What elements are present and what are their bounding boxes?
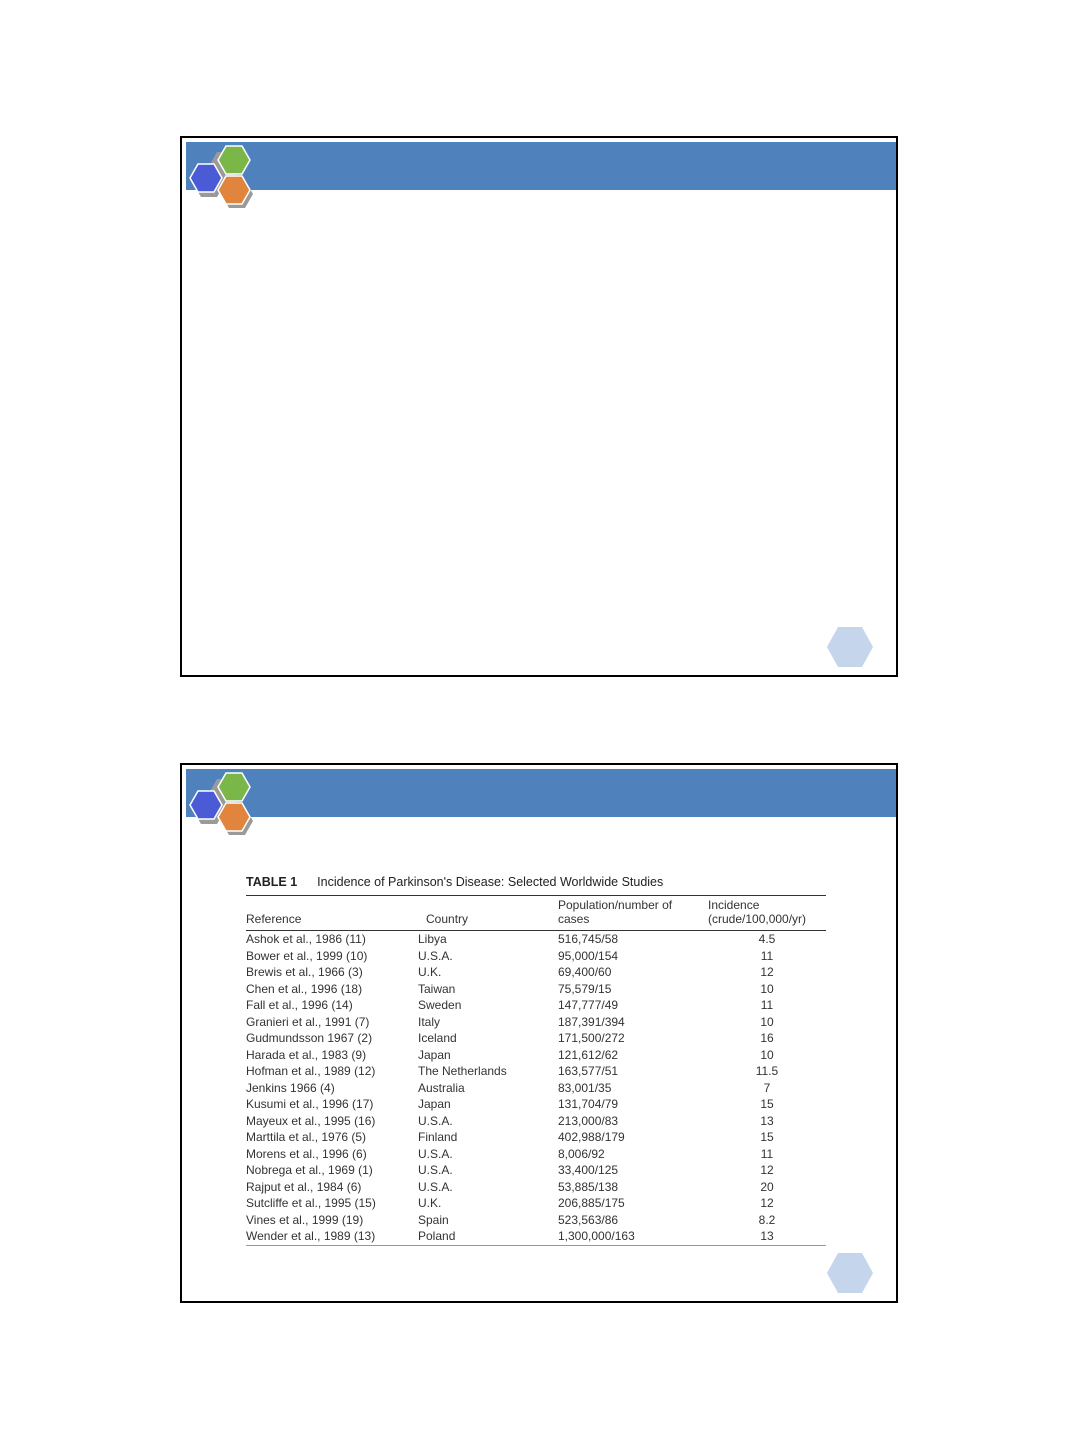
cell-country: Spain	[418, 1212, 449, 1227]
cell-incidence: 12	[760, 1163, 774, 1177]
cell-population: 187,391/394	[558, 1014, 625, 1029]
cell-population: 402,988/179	[558, 1130, 625, 1144]
cell-reference: Morens et al., 1996 (6)	[246, 1146, 367, 1161]
cell-country: U.S.A.	[418, 1179, 453, 1194]
table-caption: Incidence of Parkinson's Disease: Selected Worldwide Studies	[317, 875, 664, 889]
cell-incidence: 8.2	[758, 1212, 776, 1227]
cell-country: Italy	[418, 1014, 441, 1029]
table-row	[246, 1146, 826, 1163]
cell-population: 53,885/138	[558, 1179, 619, 1194]
cell-country: Taiwan	[418, 981, 456, 996]
cell-country: Iceland	[418, 1031, 457, 1045]
header-incidence-line2: (crude/100,000/yr)	[708, 912, 807, 926]
cell-reference: Granieri et al., 1991 (7)	[246, 1014, 370, 1029]
header-country	[418, 896, 558, 931]
cell-population: 69,400/60	[558, 965, 612, 979]
table-title	[246, 875, 826, 889]
table-row	[246, 1030, 826, 1047]
cell-incidence: 11	[760, 948, 774, 963]
cell-incidence: 12	[760, 1196, 774, 1210]
cell-reference: Kusumi et al., 1996 (17)	[246, 1097, 374, 1111]
title-band	[186, 142, 896, 190]
cell-incidence: 12	[760, 965, 774, 979]
cell-population: 523,563/86	[558, 1212, 619, 1227]
cell-population: 147,777/49	[558, 998, 619, 1012]
cell-country: Poland	[418, 1228, 558, 1245]
cell-country: Libya	[418, 932, 447, 946]
cell-population: 121,612/62	[558, 1047, 619, 1062]
cell-population: 83,001/35	[558, 1080, 612, 1095]
cell-country: Japan	[418, 1047, 451, 1062]
cell-incidence: 11	[760, 998, 774, 1012]
slide-2	[180, 763, 898, 1303]
table-header-row	[246, 896, 826, 931]
cell-country: Finland	[418, 1130, 458, 1144]
cell-incidence: 16	[760, 1031, 774, 1045]
corner-hexagon-icon	[826, 1251, 874, 1295]
cell-population: 206,885/175	[558, 1196, 625, 1210]
table-row	[246, 931, 826, 948]
table-row	[246, 1014, 826, 1031]
cell-reference: Nobrega et al., 1969 (1)	[246, 1163, 373, 1177]
table-row	[246, 1195, 826, 1212]
cell-incidence: 15	[760, 1130, 774, 1144]
table-row	[246, 1228, 826, 1245]
table-row	[246, 1129, 826, 1146]
header-incidence-line1: Incidence	[708, 898, 760, 912]
incidence-table-figure	[246, 875, 826, 1246]
cell-incidence: 13	[760, 1113, 774, 1128]
table-row	[246, 1047, 826, 1064]
cell-reference: Fall et al., 1996 (14)	[246, 998, 353, 1012]
cell-population: 1,300,000/163	[558, 1228, 708, 1245]
cell-reference: Marttila et al., 1976 (5)	[246, 1130, 367, 1144]
cell-population: 75,579/15	[558, 981, 612, 996]
cell-incidence: 11.5	[755, 1064, 779, 1078]
cell-country: U.S.A.	[418, 1163, 453, 1177]
slide-1	[180, 136, 898, 677]
hexagon-logo-icon	[182, 765, 262, 840]
cell-reference: Mayeux et al., 1995 (16)	[246, 1113, 376, 1128]
header-reference: Reference	[246, 896, 418, 931]
cell-reference: Wender et al., 1989 (13)	[246, 1228, 418, 1245]
cell-reference: Rajput et al., 1984 (6)	[246, 1179, 362, 1194]
cell-reference: Sutcliffe et al., 1995 (15)	[246, 1196, 376, 1210]
table-label: TABLE 1	[246, 875, 298, 889]
table-row	[246, 964, 826, 981]
cell-population: 213,000/83	[558, 1113, 619, 1128]
cell-incidence: 13	[708, 1228, 826, 1245]
corner-hexagon-icon	[826, 625, 874, 669]
cell-incidence: 4.5	[758, 932, 776, 946]
header-country-text: Country	[426, 912, 469, 926]
hexagon-logo-icon	[182, 138, 262, 213]
cell-incidence: 11	[760, 1146, 774, 1161]
title-band-fill	[186, 142, 896, 190]
cell-incidence: 10	[760, 1047, 774, 1062]
cell-population: 33,400/125	[558, 1163, 619, 1177]
table-row	[246, 1212, 826, 1229]
cell-incidence: 7	[763, 1080, 771, 1095]
cell-reference: Jenkins 1966 (4)	[246, 1080, 335, 1095]
cell-country: The Netherlands	[418, 1064, 507, 1078]
cell-country: U.K.	[418, 965, 442, 979]
header-incidence	[708, 896, 826, 931]
table-row	[246, 1063, 826, 1080]
table-row	[246, 1113, 826, 1130]
table-row	[246, 948, 826, 965]
header-population-line2: cases	[558, 912, 590, 926]
cell-reference: Chen et al., 1996 (18)	[246, 981, 363, 996]
cell-country: Australia	[418, 1080, 465, 1095]
cell-incidence: 10	[760, 1014, 774, 1029]
table-row	[246, 1179, 826, 1196]
cell-reference: Vines et al., 1999 (19)	[246, 1212, 364, 1227]
cell-population: 171,500/272	[558, 1031, 625, 1045]
cell-incidence: 20	[760, 1179, 774, 1194]
title-band-fill	[186, 769, 896, 817]
table-row	[246, 1080, 826, 1097]
cell-population: 163,577/51	[558, 1064, 619, 1078]
cell-population: 516,745/58	[558, 932, 619, 946]
cell-country: Japan	[418, 1097, 451, 1111]
cell-country: U.K.	[418, 1196, 442, 1210]
cell-country: U.S.A.	[418, 1146, 453, 1161]
cell-reference: Gudmundsson 1967 (2)	[246, 1031, 373, 1045]
incidence-table	[246, 896, 826, 1246]
table-row	[246, 1162, 826, 1179]
cell-reference: Harada et al., 1983 (9)	[246, 1047, 367, 1062]
header-population	[558, 896, 708, 931]
cell-country: Sweden	[418, 998, 462, 1012]
cell-reference: Hofman et al., 1989 (12)	[246, 1064, 376, 1078]
cell-population: 131,704/79	[558, 1097, 619, 1111]
cell-incidence: 10	[760, 981, 774, 996]
cell-country: U.S.A.	[418, 1113, 453, 1128]
table-row	[246, 997, 826, 1014]
title-band	[186, 769, 896, 817]
cell-reference: Ashok et al., 1986 (11)	[246, 932, 366, 946]
table-row	[246, 1096, 826, 1113]
cell-reference: Bower et al., 1999 (10)	[246, 948, 368, 963]
table-body	[246, 931, 826, 1246]
cell-incidence: 15	[760, 1097, 774, 1111]
cell-country: U.S.A.	[418, 948, 453, 963]
cell-population: 8,006/92	[558, 1146, 605, 1161]
header-population-line1: Population/number of	[558, 898, 673, 912]
cell-population: 95,000/154	[558, 948, 619, 963]
table-row	[246, 981, 826, 998]
cell-reference: Brewis et al., 1966 (3)	[246, 965, 363, 979]
